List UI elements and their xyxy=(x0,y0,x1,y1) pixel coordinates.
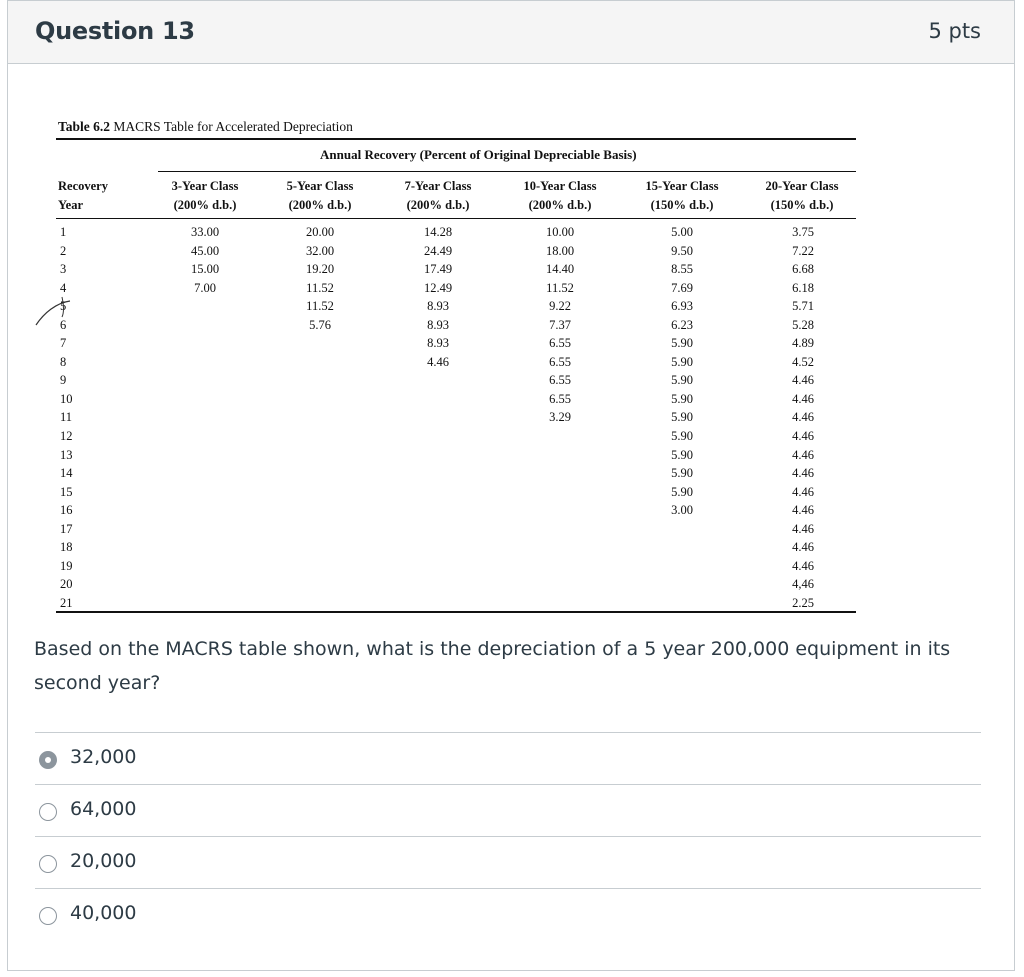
table-value-cell: 4.46 xyxy=(792,503,814,518)
recovery-year-cell: 21 xyxy=(60,595,73,610)
question-text: Based on the MACRS table shown, what is the depreciation of a 5 year 200,000 equipment in its second year? xyxy=(34,638,951,694)
table-value-cell: 4.46 xyxy=(792,429,814,444)
table-value-cell: 4.46 xyxy=(792,466,814,481)
table-value-cell: 2.25 xyxy=(792,595,814,610)
recovery-year-header xyxy=(58,177,108,215)
answer-list xyxy=(35,732,981,940)
table-value-cell: 5.00 xyxy=(671,225,693,239)
table-value-cell: 5.90 xyxy=(671,354,693,369)
table-value-cell: 5.28 xyxy=(792,317,814,332)
table-value-cell: 5.90 xyxy=(671,429,693,444)
table-value-cell: 45.00 xyxy=(190,243,220,258)
answer-option[interactable] xyxy=(35,836,981,888)
table-value-cell: 4.46 xyxy=(792,447,814,462)
recovery-year-cell: 8 xyxy=(60,354,67,369)
table-value-cell: 6.93 xyxy=(671,299,693,314)
table-value-cell: 4.46 xyxy=(792,373,814,388)
annual-recovery-header: Annual Recovery (Percent of Original Depreciable Basis) xyxy=(320,147,637,162)
table-value-cell: 4.46 xyxy=(792,558,814,573)
col-header-line1: 10-Year Class xyxy=(523,179,597,193)
radio-icon[interactable] xyxy=(39,855,57,873)
values-15yr-column xyxy=(647,223,717,520)
table-value-cell: 5.90 xyxy=(671,336,693,351)
table-value-cell: 4.46 xyxy=(792,410,814,425)
table-value-cell: 6.55 xyxy=(549,373,571,388)
answer-label[interactable]: 20,000 xyxy=(70,850,137,872)
table-value-cell: 3.00 xyxy=(671,503,693,518)
table-value-cell: 3.29 xyxy=(549,410,571,425)
table-value-cell: 8.93 xyxy=(427,317,449,332)
values-20yr-column xyxy=(768,223,838,612)
col-header-line1: 15-Year Class xyxy=(645,179,719,193)
recovery-header-line1: Recovery xyxy=(58,179,108,193)
answer-option[interactable] xyxy=(35,888,981,940)
col-header-line2: (200% d.b.) xyxy=(288,198,352,212)
table-value-cell: 17.49 xyxy=(423,262,453,277)
recovery-year-cell: 1 xyxy=(60,225,67,239)
values-3yr-column xyxy=(170,223,240,297)
table-value-cell: 19.20 xyxy=(305,262,335,277)
recovery-year-cell: 2 xyxy=(60,243,67,258)
table-rule-bottom xyxy=(56,611,856,613)
table-value-cell: 8.93 xyxy=(427,336,449,351)
answer-option[interactable] xyxy=(35,784,981,836)
col-header-15yr xyxy=(632,177,732,215)
table-caption-text: MACRS Table for Accelerated Depreciation xyxy=(113,119,353,134)
recovery-year-cell: 13 xyxy=(60,447,73,462)
recovery-year-cell: 15 xyxy=(60,484,73,499)
table-value-cell: 4.46 xyxy=(427,354,449,369)
table-value-cell: 5.90 xyxy=(671,466,693,481)
values-10yr-column xyxy=(525,223,595,427)
table-value-cell: 6.55 xyxy=(549,336,571,351)
table-rule-subheader xyxy=(56,218,856,219)
answer-label[interactable]: 40,000 xyxy=(70,902,137,924)
handwritten-mark-icon xyxy=(34,295,74,335)
radio-selected-icon[interactable] xyxy=(39,751,57,769)
col-header-10yr xyxy=(510,177,610,215)
question-title: Question 13 xyxy=(35,17,195,45)
table-value-cell: 4.89 xyxy=(792,336,814,351)
table-rule-top xyxy=(56,138,856,140)
table-value-cell: 14.40 xyxy=(545,262,575,277)
table-value-cell: 4.46 xyxy=(792,391,814,406)
answer-label[interactable]: 32,000 xyxy=(70,746,137,768)
recovery-year-cell: 17 xyxy=(60,521,73,536)
table-value-cell: 5.71 xyxy=(792,299,814,314)
recovery-year-cell: 18 xyxy=(60,540,73,555)
table-value-cell: 14.28 xyxy=(423,225,453,239)
table-value-cell: 8.55 xyxy=(671,262,693,277)
table-value-cell: 12.49 xyxy=(423,280,453,295)
recovery-years-column xyxy=(60,223,73,612)
recovery-year-cell: 6 xyxy=(60,317,67,332)
table-value-cell: 6.18 xyxy=(792,280,814,295)
answer-option[interactable] xyxy=(35,732,981,784)
table-value-cell: 6.23 xyxy=(671,317,693,332)
col-header-line2: (200% d.b.) xyxy=(528,198,592,212)
table-value-cell: 6.55 xyxy=(549,354,571,369)
table-value-cell: 4.46 xyxy=(792,540,814,555)
recovery-year-cell: 11 xyxy=(60,410,73,425)
recovery-year-cell: 4 xyxy=(60,280,67,295)
recovery-year-cell: 5 xyxy=(60,299,67,314)
recovery-year-cell: 9 xyxy=(60,373,67,388)
table-rule-mid xyxy=(158,171,856,172)
recovery-header-line2: Year xyxy=(58,198,83,212)
table-value-cell: 8.93 xyxy=(427,299,449,314)
table-value-cell: 5.90 xyxy=(671,484,693,499)
radio-icon[interactable] xyxy=(39,907,57,925)
table-value-cell: 33.00 xyxy=(190,225,220,239)
table-value-cell: 32.00 xyxy=(305,243,335,258)
table-value-cell: 7.22 xyxy=(792,243,814,258)
table-value-cell: 7.00 xyxy=(194,280,216,295)
table-value-cell: 4.46 xyxy=(792,521,814,536)
table-value-cell: 4,46 xyxy=(792,577,814,592)
macrs-table-image xyxy=(52,115,862,615)
recovery-year-cell: 20 xyxy=(60,577,73,592)
table-value-cell: 5.90 xyxy=(671,373,693,388)
recovery-year-cell: 3 xyxy=(60,262,67,277)
table-caption xyxy=(58,119,353,135)
values-7yr-column xyxy=(403,223,473,371)
col-header-20yr xyxy=(752,177,852,215)
table-value-cell: 4.52 xyxy=(792,354,814,369)
col-header-line1: 5-Year Class xyxy=(286,179,354,193)
table-value-cell: 5.90 xyxy=(671,410,693,425)
table-value-cell: 20.00 xyxy=(305,225,335,239)
col-header-line1: 7-Year Class xyxy=(404,179,472,193)
table-value-cell: 11.52 xyxy=(306,299,334,314)
col-header-line2: (150% d.b.) xyxy=(770,198,834,212)
question-points: 5 pts xyxy=(928,19,981,43)
question-header xyxy=(8,1,1014,64)
table-value-cell: 9.22 xyxy=(549,299,571,314)
table-value-cell: 7.69 xyxy=(671,280,693,295)
table-value-cell: 6.55 xyxy=(549,391,571,406)
table-caption-number: Table 6.2 xyxy=(58,119,111,134)
table-value-cell: 5.90 xyxy=(671,447,693,462)
col-header-3yr xyxy=(160,177,250,215)
col-header-line1: 20-Year Class xyxy=(765,179,839,193)
table-value-cell: 15.00 xyxy=(190,262,220,277)
values-5yr-column xyxy=(285,223,355,334)
col-header-line1: 3-Year Class xyxy=(171,179,239,193)
col-header-7yr xyxy=(392,177,484,215)
table-value-cell: 18.00 xyxy=(545,243,575,258)
table-value-cell: 3.75 xyxy=(792,225,814,239)
recovery-year-cell: 16 xyxy=(60,503,73,518)
table-value-cell: 5.90 xyxy=(671,391,693,406)
recovery-year-cell: 7 xyxy=(60,336,67,351)
col-header-line2: (150% d.b.) xyxy=(650,198,714,212)
table-value-cell: 9.50 xyxy=(671,243,693,258)
col-header-5yr xyxy=(274,177,366,215)
recovery-year-cell: 10 xyxy=(60,391,73,406)
table-value-cell: 24.49 xyxy=(423,243,453,258)
recovery-year-cell: 19 xyxy=(60,558,73,573)
recovery-year-cell: 12 xyxy=(60,429,73,444)
col-header-line2: (200% d.b.) xyxy=(173,198,237,212)
table-value-cell: 10.00 xyxy=(545,225,575,239)
table-value-cell: 5.76 xyxy=(309,317,331,332)
table-value-cell: 6.68 xyxy=(792,262,814,277)
radio-icon[interactable] xyxy=(39,803,57,821)
recovery-year-cell: 14 xyxy=(60,466,73,481)
table-value-cell: 11.52 xyxy=(546,280,574,295)
answer-label[interactable]: 64,000 xyxy=(70,798,137,820)
col-header-line2: (200% d.b.) xyxy=(406,198,470,212)
table-value-cell: 11.52 xyxy=(306,280,334,295)
table-value-cell: 4.46 xyxy=(792,484,814,499)
table-value-cell: 7.37 xyxy=(549,317,571,332)
